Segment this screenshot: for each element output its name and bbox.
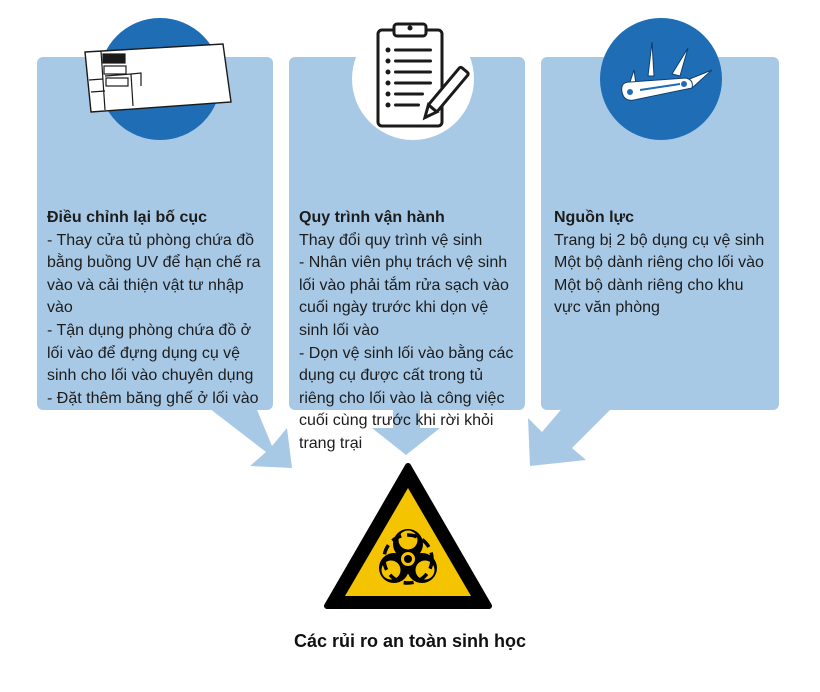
box-procedure-line: - Nhân viên phụ trách vệ sinh lối vào phải tắm rửa sạch vào cuối ngày trước khi dọn vệ sinh lối vào <box>299 254 509 339</box>
box-resources-text <box>554 207 771 320</box>
box-procedure-title: Quy trình vận hành <box>299 209 445 226</box>
box-resources-line: Một bộ dành riêng cho khu vực văn phòng <box>554 276 744 317</box>
box-resources-line: Trang bị 2 bộ dụng cụ vệ sinh <box>554 231 765 249</box>
box-procedure-line: - Dọn vệ sinh lối vào bằng các dụng cụ được cất trong tủ riêng cho lối vào là công việc cuối cùng trước khi rời khỏi trang trại <box>299 344 514 452</box>
floor-plan-icon <box>99 18 221 140</box>
box-layout-title: Điều chỉnh lại bố cục <box>47 209 208 226</box>
arrow-left <box>205 405 292 468</box>
box-procedure-line: Thay đổi quy trình vệ sinh <box>299 231 483 249</box>
clipboard-icon <box>352 18 474 140</box>
box-layout-text <box>47 207 265 410</box>
multitool-icon <box>600 18 722 140</box>
box-layout-line: - Tận dụng phòng chứa đồ ở lối vào để đựng dụng cụ vệ sinh cho lối vào chuyên dụng <box>47 321 254 385</box>
box-resources-line: Một bộ dành riêng cho lối vào <box>554 254 764 272</box>
arrow-right <box>528 405 615 466</box>
hazard-caption: Các rủi ro an toàn sinh học <box>293 631 527 651</box>
box-layout-line: - Đặt thêm băng ghế ở lối vào <box>47 389 259 407</box>
box-procedure-text <box>299 207 517 456</box>
biohazard-warning-icon <box>323 462 493 617</box>
box-resources-title: Nguồn lực <box>554 209 635 226</box>
box-layout-line: - Thay cửa tủ phòng chứa đồ bằng buồng UV để hạn chế ra vào và cải thiện vật tư nhập vào <box>47 231 261 317</box>
